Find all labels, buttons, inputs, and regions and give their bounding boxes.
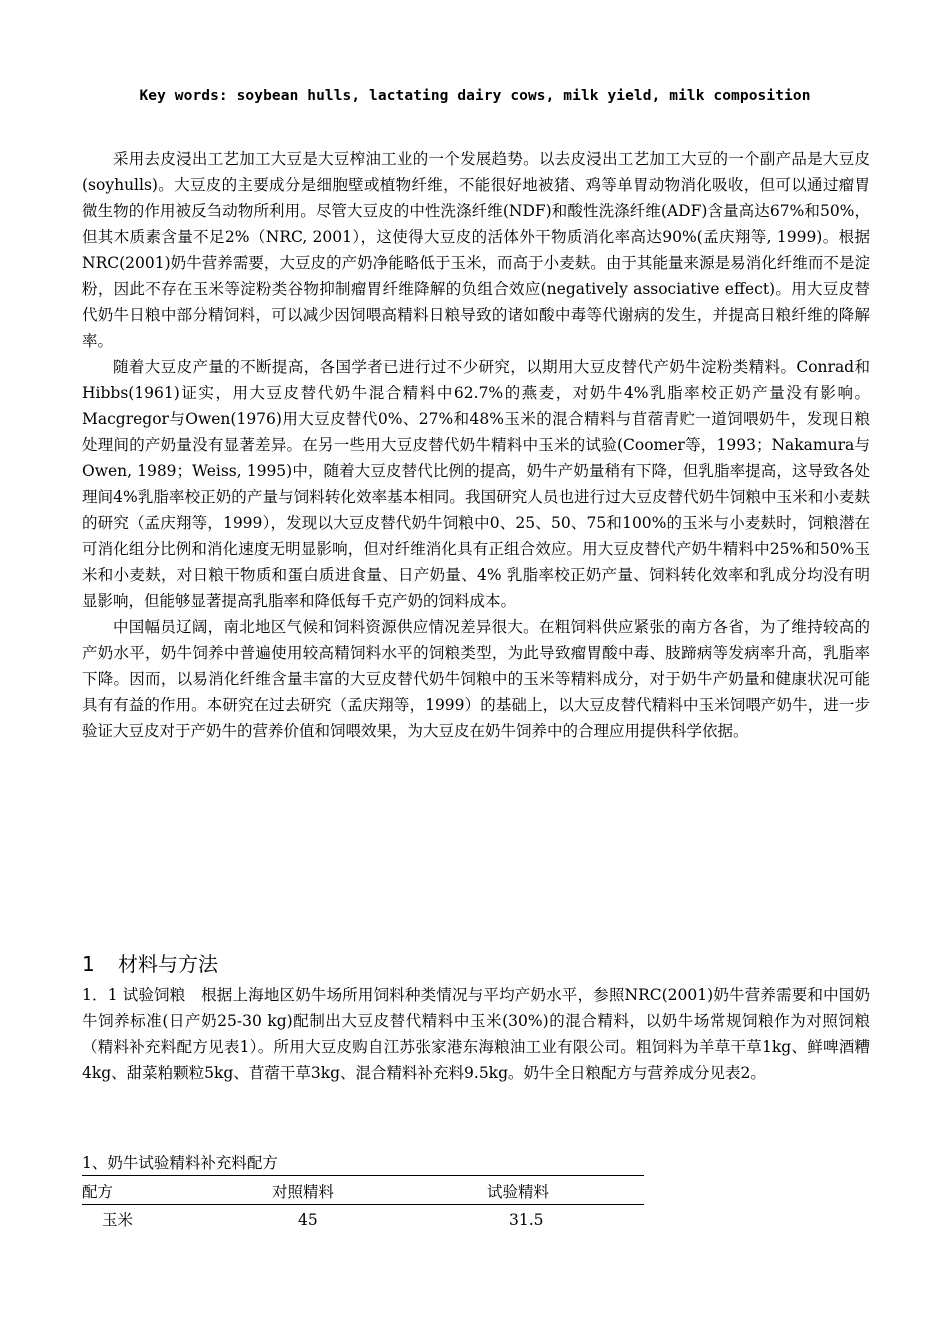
row-test-value: 31.5 bbox=[509, 1211, 544, 1229]
paragraph-3: 中国幅员辽阔，南北地区气候和饲料资源供应情况差异很大。在粗饲料供应紧张的南方各省，为了维持较高的产奶水平，奶牛饲养中普遍使用较高精饲料水平的饲粮类型，为此导致瘤胃酸中毒、肢蹄病等发病率升高，乳脂率下降。因而，以易消化纤维含量丰富的大豆皮替代奶牛饲粮中的玉米等精料成分，对于奶牛产奶量和健康状况可能具有有益的作用。本研究在过去研究（孟庆翔等，1999）的基础上，以大豆皮替代精料中玉米饲喂产奶牛，进一步验证大豆皮对于产奶牛的营养价值和饲喂效果，为大豆皮在奶牛饲养中的合理应用提供科学依据。 bbox=[82, 618, 870, 740]
introduction-body bbox=[82, 146, 870, 744]
table-header-row bbox=[82, 1180, 644, 1205]
row-ingredient: 玉米 bbox=[102, 1211, 134, 1229]
section-number: 1 bbox=[82, 952, 95, 976]
subsection-body bbox=[82, 982, 870, 1086]
header-control: 对照精料 bbox=[272, 1180, 487, 1205]
paragraph-1: 采用去皮浸出工艺加工大豆是大豆榨油工业的一个发展趋势。以去皮浸出工艺加工大豆的一个副产品是大豆皮(soyhulls)。大豆皮的主要成分是细胞壁或植物纤维，不能很好地被猪、鸡等单胃动物消化吸收，但可以通过瘤胃微生物的作用被反刍动物所利用。尽管大豆皮的中性洗涤纤维(NDF)和酸性洗涤纤维(ADF)含量高达67%和50%，但其木质素含量不足2%（NRC, 2001），这使得大豆皮的活体外干物质消化率高达90%(孟庆翔等, 1999)。根据NRC(2001)奶牛营养需要，大豆皮的产奶净能略低于玉米，而高于小麦麸。由于其能量来源是易消化纤维而不是淀粉，因此不存在玉米等淀粉类谷物抑制瘤胃纤维降解的负组合效应(negatively associative effect)。用大豆皮替代奶牛日粮中部分精饲料，可以减少因饲喂高精料日粮导致的诸如酸中毒等代谢病的发生，并提高日粮纤维的降解率。 bbox=[82, 150, 870, 350]
section-title: 材料与方法 bbox=[118, 952, 218, 976]
paragraph-2: 随着大豆皮产量的不断提高，各国学者已进行过不少研究，以期用大豆皮替代产奶牛淀粉类精料。Conrad和Hibbs(1961)证实，用大豆皮替代奶牛混合精料中62.7%的燕麦，对奶牛4%乳脂率校正奶产量没有影响。Macgregor与Owen(1976)用大豆皮替代0%、27%和48%玉米的混合精料与苜蓿青贮一道饲喂奶牛，发现日粮处理间的产奶量没有显著差异。在另一些用大豆皮替代奶牛精料中玉米的试验(Coomer等，1993；Nakamura与Owen, 1989；Weiss, 1995)中，随着大豆皮替代比例的提高，奶牛产奶量稍有下降，但乳脂率提高，这导致各处理间4%乳脂率校正奶的产量与饲料转化效率基本相同。我国研究人员也进行过大豆皮替代奶牛饲粮中玉米和小麦麸的研究（孟庆翔等，1999），发现以大豆皮替代奶牛饲粮中0、25、50、75和100%的玉米与小麦麸时，饲粮潜在可消化组分比例和消化速度无明显影响，但对纤维消化具有正组合效应。用大豆皮替代产奶牛精料中25%和50%玉米和小麦麸，对日粮干物质和蛋白质进食量、日产奶量、4% 乳脂率校正奶产量、饲料转化效率和乳成分均没有明显影响，但能够显著提高乳脂率和降低每千克产奶的饲料成本。 bbox=[82, 358, 870, 610]
header-recipe: 配方 bbox=[82, 1180, 272, 1205]
table-caption: 1、奶牛试验精料补充料配方 bbox=[82, 1152, 644, 1176]
table-row bbox=[82, 1205, 644, 1236]
header-test: 试验精料 bbox=[487, 1180, 644, 1205]
keywords-line: Key words: soybean hulls, lactating dairy cows, milk yield, milk composition bbox=[139, 88, 811, 104]
section-heading bbox=[82, 948, 218, 977]
subsection-paragraph: 1．1 试验饲粮 根据上海地区奶牛场所用饲料种类情况与平均产奶水平，参照NRC(2001)奶牛营养需要和中国奶牛饲养标准(日产奶25-30 kg)配制出大豆皮替代精料中玉米(30%)的混合精料，以奶牛场常规饲粮作为对照饲粮（精料补充料配方见表1）。所用大豆皮购自江苏张家港东海粮油工业有限公司。粗饲料为羊草干草1kg、鲜啤酒糟4kg、甜菜粕颗粒5kg、苜蓿干草3kg、混合精料补充料9.5kg。奶牛全日粮配方与营养成分见表2。 bbox=[82, 986, 870, 1082]
recipe-table bbox=[82, 1180, 644, 1235]
row-control-value: 45 bbox=[298, 1211, 318, 1229]
